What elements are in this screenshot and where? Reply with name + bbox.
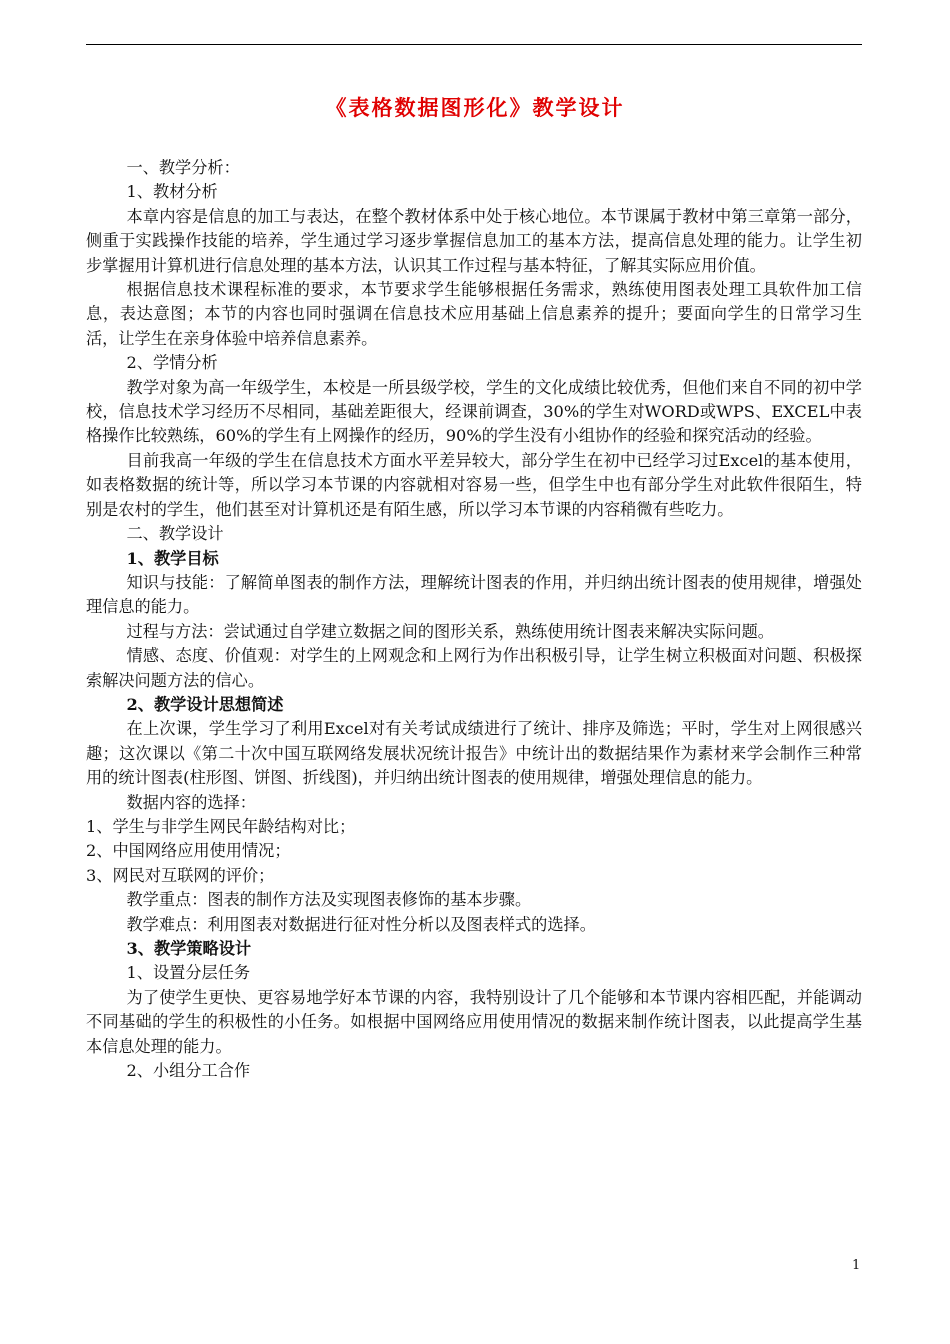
paragraph: 教学对象为高一年级学生，本校是一所县级学校，学生的文化成绩比较优秀，但他们来自不同的初中学校，信息技术学习经历不尽相同，基础差距很大，经课前调查，30%的学生对WORD或WPS、EXCEL中表格操作比较熟练，60%的学生有上网操作的经历，90%的学生没有小组协作的经验和探究活动的经验。: [86, 377, 862, 446]
document-body: [86, 156, 862, 1083]
section-heading: 2、教学设计思想简述: [126, 694, 284, 714]
paragraph: 3、网民对互联网的评价；: [86, 865, 275, 885]
header-rule: [86, 44, 862, 45]
page-number: 1: [852, 1258, 861, 1273]
paragraph: 教学重点：图表的制作方法及实现图表修饰的基本步骤。: [126, 890, 532, 910]
paragraph: 本章内容是信息的加工与表达，在整个教材体系中处于核心地位。本节课属于教材中第三章第一部分，侧重于实践操作技能的培养，学生通过学习逐步掌握信息加工的基本方法，提高信息处理的能力。让学生初步掌握用计算机进行信息处理的基本方法，认识其工作过程与基本特征，了解其实际应用价值。: [86, 206, 862, 275]
paragraph: 为了使学生更快、更容易地学好本节课的内容，我特别设计了几个能够和本节课内容相匹配，并能调动不同基础的学生的积极性的小任务。如根据中国网络应用使用情况的数据来制作统计图表，以此提高学生基本信息处理的能力。: [86, 987, 862, 1056]
paragraph: 一、教学分析：: [126, 158, 240, 177]
paragraph: 1、学生与非学生网民年龄结构对比；: [86, 816, 356, 836]
paragraph: 数据内容的选择：: [126, 792, 256, 812]
paragraph: 1、设置分层任务: [126, 963, 251, 983]
paragraph: 根据信息技术课程标准的要求，本节要求学生能够根据任务需求，熟练使用图表处理工具软件加工信息，表达意图；本节的内容也同时强调在信息技术应用基础上信息素养的提升；要面向学生的日常学习生活，让学生在亲身体验中培养信息素养。: [86, 280, 862, 348]
paragraph: 2、学情分析: [126, 353, 218, 373]
paragraph: 在上次课，学生学习了利用Excel对有关考试成绩进行了统计、排序及筛选；平时，学生对上网很感兴趣；这次课以《第二十次中国互联网络发展状况统计报告》中统计出的数据结果作为素材来学会制作三种常用的统计图表(柱形图、饼图、折线图)，并归纳出统计图表的使用规律，增强处理信息的能力。: [86, 719, 862, 788]
section-heading: 3、教学策略设计: [126, 939, 252, 958]
section-heading: 1、教学目标: [126, 548, 219, 568]
paragraph: 知识与技能：了解简单图表的制作方法，理解统计图表的作用，并归纳出统计图表的使用规律，增强处理信息的能力。: [86, 572, 862, 617]
paragraph: 1、教材分析: [126, 182, 218, 202]
document-title: 《表格数据图形化》教学设计: [325, 95, 625, 120]
paragraph: 2、中国网络应用使用情况；: [86, 841, 291, 861]
paragraph: 教学难点：利用图表对数据进行征对性分析以及图表样式的选择。: [126, 914, 596, 934]
paragraph: 情感、态度、价值观：对学生的上网观念和上网行为作出积极引导，让学生树立积极面对问题、积极探索解决问题方法的信心。: [86, 646, 862, 690]
paragraph: 二、教学设计: [126, 524, 224, 544]
paragraph: 目前我高一年级的学生在信息技术方面水平差异较大，部分学生在初中已经学习过Excel的基本使用，如表格数据的统计等，所以学习本节课的内容就相对容易一些，但学生中也有部分学生对此软件很陌生，特别是农村的学生，他们甚至对计算机还是有陌生感，所以学习本节课的内容稍微有些吃力。: [86, 450, 862, 519]
paragraph: 2、小组分工合作: [126, 1061, 251, 1081]
paragraph: 过程与方法：尝试通过自学建立数据之间的图形关系，熟练使用统计图表来解决实际问题。: [126, 621, 774, 641]
